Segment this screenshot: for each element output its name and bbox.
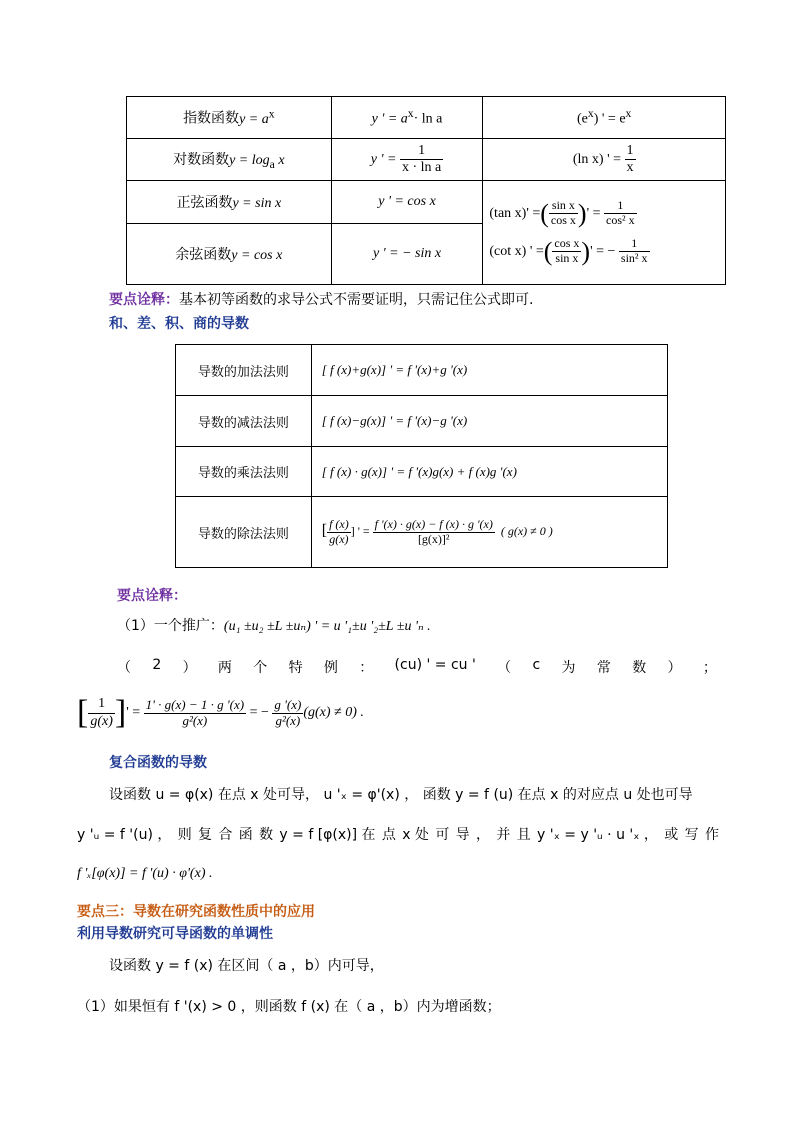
func-name-cell: 对数函数$y = \log_a x$ — [127, 139, 332, 181]
text-token: x 处 — [402, 827, 429, 843]
table-row — [127, 139, 726, 181]
section-heading: 和、差、积、商的导数 — [109, 316, 249, 332]
text-token: 个 — [253, 660, 268, 676]
note-1: 要点诠释：基本初等函数的求导公式不需要证明，只需记住公式即可. — [109, 292, 534, 308]
text-token: 数 — [632, 660, 647, 676]
derivative-cell: y ' = − sin x — [331, 224, 483, 285]
rule-formula-cell: [ $\frac{f (x)}{g(x)}$ ] ' = $\frac{f '(x) \cdot g(x) - f (x) \cdot g '(x)}{\text{[g(x)]²}}$ ( g(x) ≠ 0 ) — [311, 497, 667, 568]
text-token: 复 — [198, 827, 213, 843]
text-token: 或 — [664, 827, 679, 843]
rule-name-cell: 导数的加法法则 — [176, 345, 312, 396]
text-token: 则 — [177, 827, 192, 843]
table-row — [127, 181, 726, 224]
text-token: 作 — [704, 827, 719, 843]
text-token: 可 — [435, 827, 450, 843]
text-token: 点 — [381, 827, 396, 843]
section-3-subheading: 利用导数研究可导函数的单调性 — [77, 926, 273, 942]
basic-derivatives-table — [126, 96, 726, 285]
func-name-cell: 指数函数$y = a^x$ — [127, 97, 332, 139]
note-2-item-2-formula: [ $\frac{1}{g(x)}$ ]' = $\frac{1' \cdot g(x) - 1 \cdot g '(x)}{\text{g²(x)}}$ = − $\frac{g '(x)}{\text{g²(x)}}$ (g(x) ≠ 0) . — [77, 694, 364, 731]
text-token: ） — [182, 660, 197, 676]
text-token: 导 — [455, 827, 470, 843]
text-token: ： — [359, 660, 374, 676]
table-row — [176, 345, 668, 396]
rule-name-cell: 导数的乘法法则 — [176, 447, 312, 497]
text-token: c — [532, 657, 541, 673]
derivative-cell: y ' = $a^x\cdot \ln a$ — [331, 97, 483, 139]
text-token: 常 — [596, 660, 611, 676]
rule-formula-cell: [ f (x) · g(x)] ' = f '(x)g(x) + f (x)g '(x) — [311, 447, 667, 497]
cot-derivative: (cot x) ' =( $\frac{\text{cos x}}{\text{sin x}}$ )' = − $\frac{1}{\text{sin² x}}$ — [489, 236, 648, 266]
text-token: 例 — [323, 660, 338, 676]
text-token: 2 — [152, 657, 162, 673]
composite-line-3: f 'ₓ[φ(x)] = f '(u) · φ'(x) . — [77, 866, 213, 881]
derivative-cell: y ' = $\frac{1}{\text{x · ln a}}$ — [331, 139, 483, 181]
table-row — [176, 497, 668, 568]
table-row — [176, 396, 668, 447]
table-row — [127, 97, 726, 139]
text-token: （ — [497, 660, 512, 676]
text-token: ； — [702, 660, 717, 676]
text-token: 两 — [217, 660, 232, 676]
text-token: y 'ᵤ = f '(u) ， — [77, 827, 172, 843]
text-token: 数 — [259, 827, 274, 843]
example-cell: $(e^x)$ ' = $e^x$ — [483, 97, 726, 139]
text-token: 特 — [288, 660, 303, 676]
derivative-cell: y ' = cos x — [331, 181, 483, 224]
text-token: 合 — [218, 827, 233, 843]
text-token: 并 — [496, 827, 511, 843]
note-2-item-1: （1）一个推广：(u₁ ±u₂ ±L ±uₙ) ' = u '₁±u '₂±L ±u 'ₙ . — [117, 618, 431, 634]
composite-line-1: 设函数 u = φ(x) 在点 x 处可导， u 'ₓ = φ'(x) ， 函数 y = f (u) 在点 x 的对应点 u 处也可导 — [109, 787, 693, 803]
section-3-line-1: 设函数 y = f (x) 在区间（ a ，b）内可导， — [109, 958, 384, 974]
example-cell: (ln x) ' = $\frac{1}{x}$ — [483, 139, 726, 181]
rule-name-cell: 导数的减法法则 — [176, 396, 312, 447]
text-token: ， — [476, 827, 491, 843]
func-name-cell: 正弦函数y = sin x — [127, 181, 332, 224]
section-3-line-2: （1）如果恒有 f '(x) > 0 ，则函数 f (x) 在（ a ，b）内为增函数； — [77, 999, 501, 1015]
note-2-label: 要点诠释： — [117, 588, 187, 604]
text-token: (cu) ' = cu ' — [394, 657, 476, 673]
text-token: y = f [φ(x)] 在 — [279, 827, 376, 843]
text-token: 为 — [561, 660, 576, 676]
section-3-heading: 要点三：导数在研究函数性质中的应用 — [77, 904, 315, 920]
tan-derivative: (tan x)' =( $\frac{\text{sin x}}{\text{cos x}}$ )' = $\frac{1}{\text{cos² x}}$ — [489, 198, 635, 228]
table-row — [176, 447, 668, 497]
text-token: 写 — [684, 827, 699, 843]
rule-name-cell: 导数的除法法则 — [176, 497, 312, 568]
composite-line-2 — [77, 824, 719, 844]
text-token: （ — [117, 660, 131, 676]
note-2-item-2 — [117, 657, 717, 677]
text-token: y 'ₓ = y 'ᵤ · u 'ₓ ， — [537, 827, 658, 843]
rule-formula-cell: [ f (x)+g(x)] ' = f '(x)+g '(x) — [311, 345, 667, 396]
text-token: 函 — [238, 827, 253, 843]
rule-formula-cell: [ f (x)−g(x)] ' = f '(x)−g '(x) — [311, 396, 667, 447]
func-name-cell: 余弦函数y = cos x — [127, 224, 332, 285]
example-cell — [483, 181, 726, 285]
text-token: ） — [667, 660, 682, 676]
derivative-rules-table — [175, 344, 668, 568]
text-token: 且 — [516, 827, 531, 843]
composite-heading: 复合函数的导数 — [109, 755, 207, 771]
